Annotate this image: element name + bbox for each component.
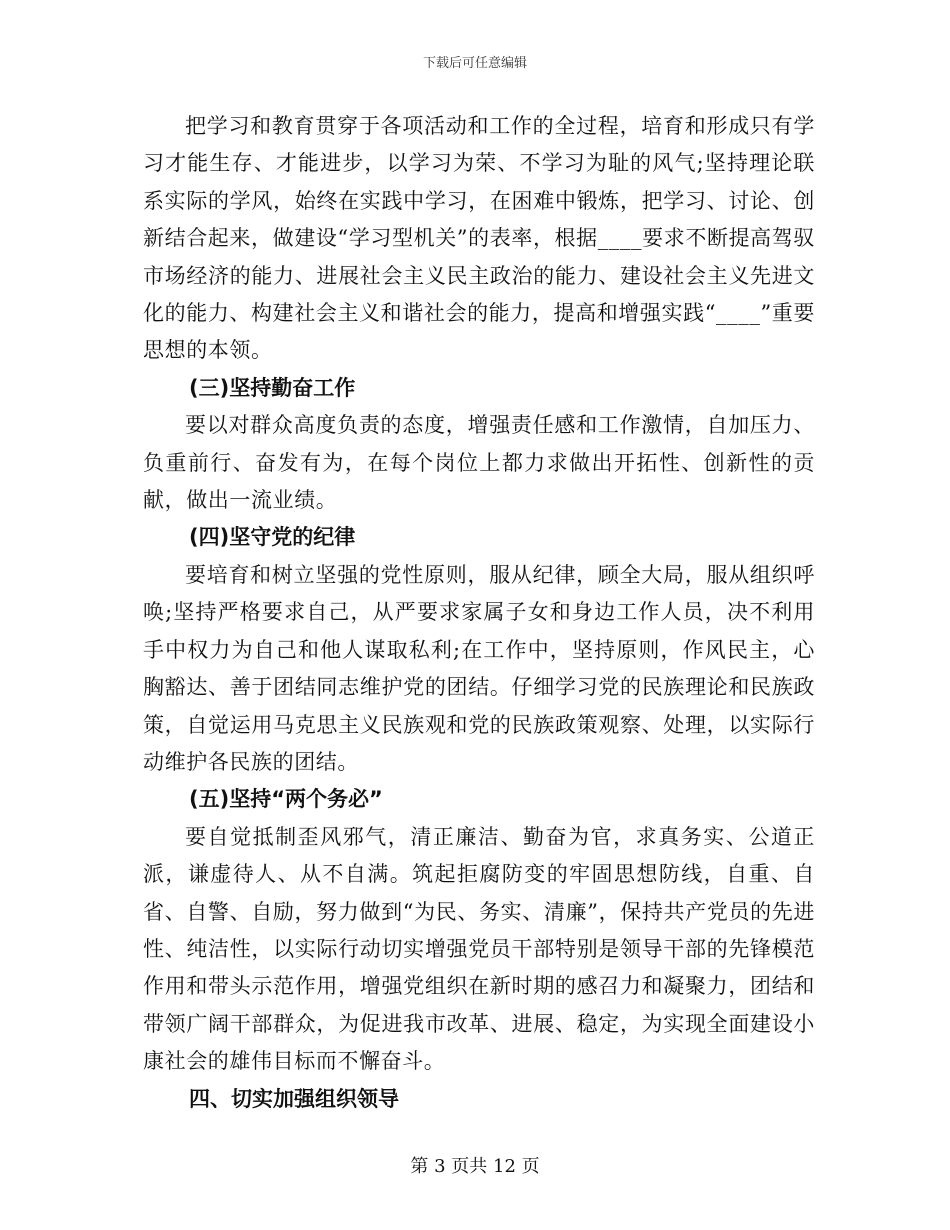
section-heading: 四、切实加强组织领导 [189,1086,399,1111]
page-number-footer: 第 3 页共 12 页 [410,1156,540,1177]
section-heading: (五)坚持“两个务必” [189,787,383,812]
section-heading: (四)坚守党的纪律 [189,525,356,550]
body-paragraph: 要以对群众高度负责的态度，增强责任感和工作激情，自加压力、负重前行、奋发有为，在每个岗位上都力求做出开拓性、创新性的贡献，做出一流业绩。 [143,413,815,513]
body-paragraph: 把学习和教育贯穿于各项活动和工作的全过程，培育和形成只有学习才能生存、才能进步，以学习为荣、不学习为耻的风气;坚持理论联系实际的学风，始终在实践中学习，在困难中锻炼，把学习、讨论、创新结合起来，做建设“学习型机关”的表率，根据____要求不断提高驾驭市场经济的能力、进展社会主义民主政治的能力、建设社会主义先进文化的能力、构建社会主义和谐社会的能力，提高和增强实践“____”重要思想的本领。 [143,114,815,363]
page-header: 下载后可任意编辑 [422,56,527,71]
body-paragraph: 要培育和树立坚强的党性原则，服从纪律，顾全大局，服从组织呼唤;坚持严格要求自己，从严要求家属子女和身边工作人员，决不利用手中权力为自己和他人谋取私利;在工作中，坚持原则，作风民主，心胸豁达、善于团结同志维护党的团结。仔细学习党的民族理论和民族政策，自觉运用马克思主义民族观和党的民族政策观察、处理，以实际行动维护各民族的团结。 [143,562,815,774]
document-body [143,108,815,1118]
body-paragraph: 要自觉抵制歪风邪气，清正廉洁、勤奋为官，求真务实、公道正派，谦虚待人、从不自满。筑起拒腐防变的牢固思想防线，自重、自省、自警、自励，努力做到“为民、务实、清廉”，保持共产党员的先进性、纯洁性，以实际行动切实增强党员干部特别是领导干部的先锋模范作用和带头示范作用，增强党组织在新时期的感召力和凝聚力，团结和带领广阔干部群众，为促进我市改革、进展、稳定，为实现全面建设小康社会的雄伟目标而不懈奋斗。 [143,824,815,1074]
section-heading: (三)坚持勤奋工作 [189,375,356,400]
